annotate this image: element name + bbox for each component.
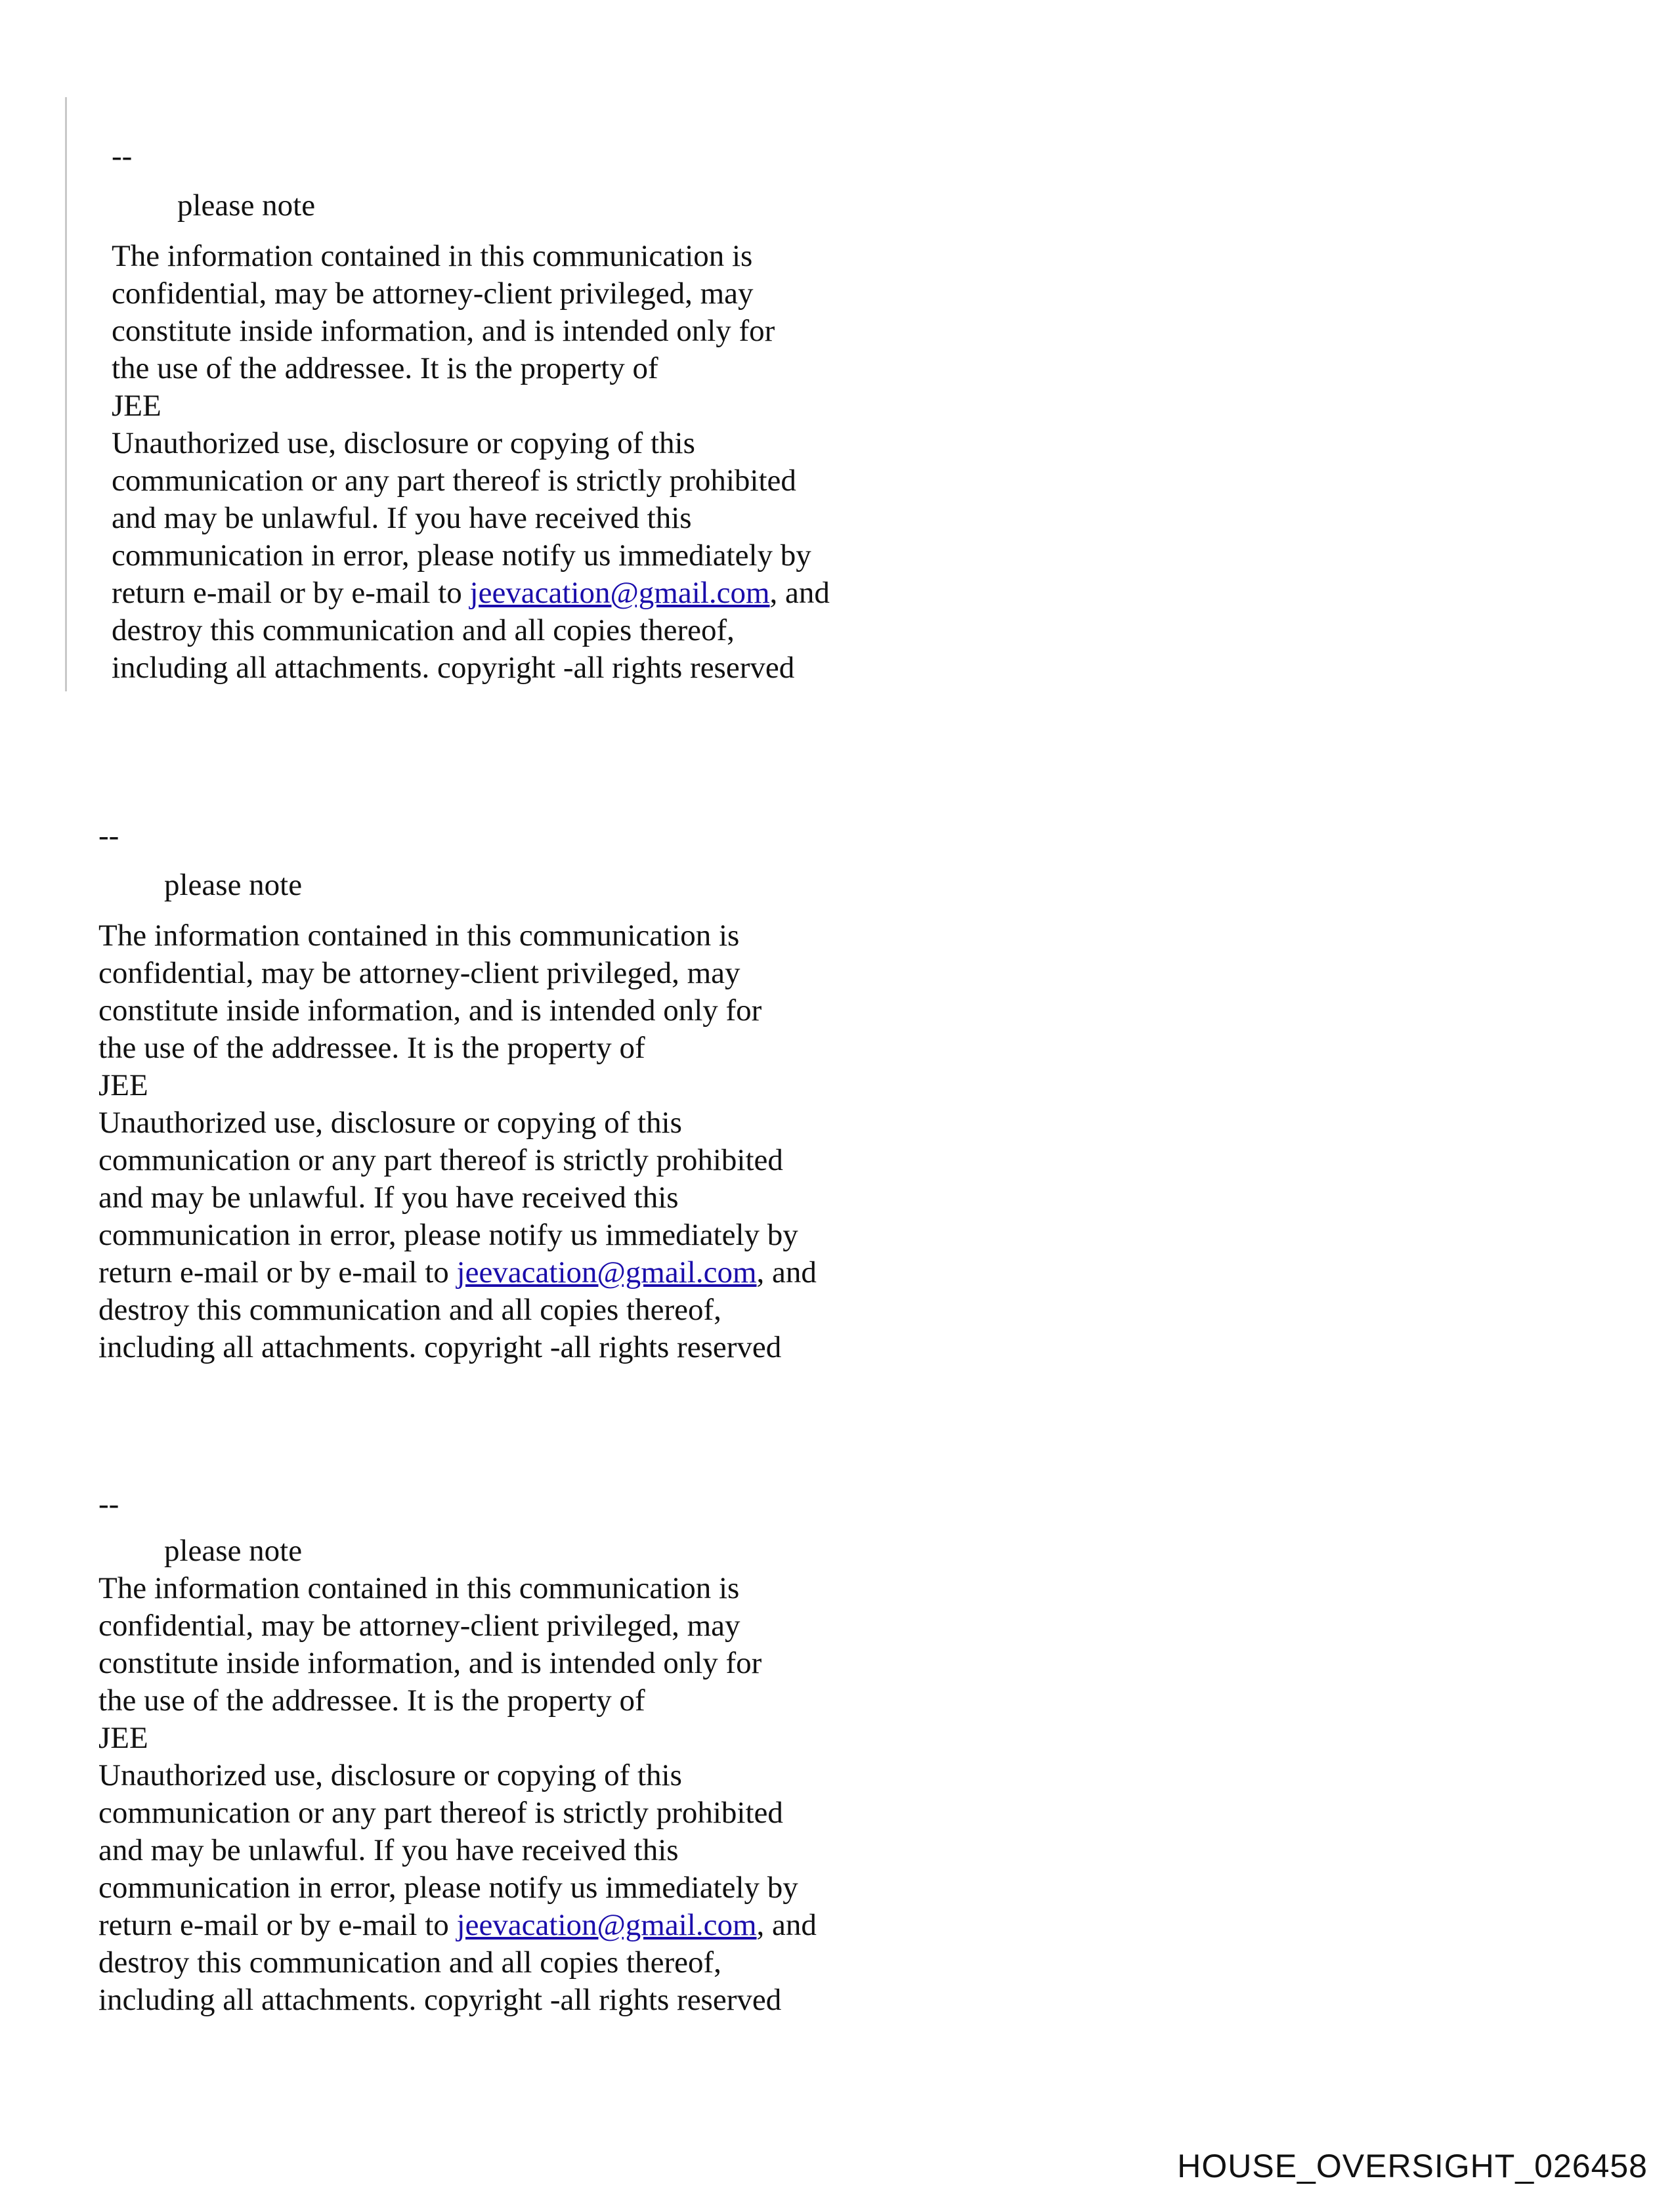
confidentiality-notice-2 (98, 817, 817, 1366)
notice-line: constitute inside information, and is intended only for (98, 993, 762, 1028)
email-link[interactable]: jeevacation@gmail.com (456, 1255, 757, 1290)
notice-line: destroy this communication and all copies thereof, (112, 613, 735, 647)
notice-line: the use of the addressee. It is the property of (98, 1031, 645, 1065)
email-suffix: , and (769, 576, 830, 610)
notice-line: the use of the addressee. It is the property of (112, 351, 658, 385)
notice-line: communication or any part thereof is strictly prohibited (98, 1796, 783, 1830)
email-link[interactable]: jeevacation@gmail.com (469, 576, 770, 610)
signature-separator: -- (112, 139, 133, 173)
notice-line: destroy this communication and all copies thereof, (98, 1293, 721, 1327)
confidentiality-notice-3 (98, 1486, 817, 2019)
document-id: HOUSE_OVERSIGHT_026458 (1177, 2148, 1648, 2184)
please-note-label: please note (164, 1534, 303, 1568)
notice-line: and may be unlawful. If you have received this (112, 501, 692, 535)
signature-separator: -- (98, 1487, 119, 1521)
email-suffix: , and (756, 1908, 817, 1942)
notice-line: confidential, may be attorney-client privileged, may (98, 956, 740, 990)
notice-line: JEE (98, 1721, 148, 1755)
notice-line: including all attachments. copyright -all rights reserved (112, 651, 795, 685)
confidentiality-notice-1 (112, 138, 830, 687)
notice-line: The information contained in this communication is (98, 1571, 740, 1605)
email-line (112, 575, 830, 612)
notice-line: JEE (112, 389, 161, 423)
notice-line: and may be unlawful. If you have received this (98, 1833, 679, 1867)
notice-line: the use of the addressee. It is the property of (98, 1683, 645, 1718)
notice-line: communication in error, please notify us immediately by (98, 1871, 798, 1905)
notice-line: including all attachments. copyright -all rights reserved (98, 1983, 782, 2017)
signature-separator: -- (98, 819, 119, 853)
quote-bar (65, 97, 67, 691)
notice-line: Unauthorized use, disclosure or copying of this (98, 1758, 682, 1792)
notice-line: The information contained in this communication is (98, 919, 740, 953)
email-prefix: return e-mail or by e-mail to (98, 1255, 457, 1290)
notice-line: communication in error, please notify us immediately by (98, 1218, 798, 1252)
email-prefix: return e-mail or by e-mail to (112, 576, 470, 610)
notice-line: communication or any part thereof is strictly prohibited (112, 464, 796, 498)
please-note-label: please note (164, 868, 303, 902)
notice-line: communication in error, please notify us immediately by (112, 538, 811, 573)
notice-line: communication or any part thereof is strictly prohibited (98, 1143, 783, 1177)
email-suffix: , and (756, 1255, 817, 1290)
notice-line: constitute inside information, and is intended only for (112, 314, 775, 348)
email-link[interactable]: jeevacation@gmail.com (456, 1908, 757, 1942)
notice-line: confidential, may be attorney-client privileged, may (98, 1609, 740, 1643)
email-prefix: return e-mail or by e-mail to (98, 1908, 457, 1942)
notice-line: confidential, may be attorney-client privileged, may (112, 276, 754, 311)
notice-line: including all attachments. copyright -all rights reserved (98, 1330, 782, 1364)
notice-line: and may be unlawful. If you have received this (98, 1181, 679, 1215)
notice-line: constitute inside information, and is intended only for (98, 1646, 762, 1680)
email-line (98, 1907, 817, 1944)
email-line (98, 1254, 817, 1291)
please-note-label: please note (177, 188, 316, 223)
notice-line: Unauthorized use, disclosure or copying of this (112, 426, 695, 460)
notice-line: JEE (98, 1068, 148, 1102)
notice-line: Unauthorized use, disclosure or copying of this (98, 1106, 682, 1140)
notice-line: The information contained in this communication is (112, 239, 753, 273)
notice-line: destroy this communication and all copies thereof, (98, 1945, 721, 1980)
